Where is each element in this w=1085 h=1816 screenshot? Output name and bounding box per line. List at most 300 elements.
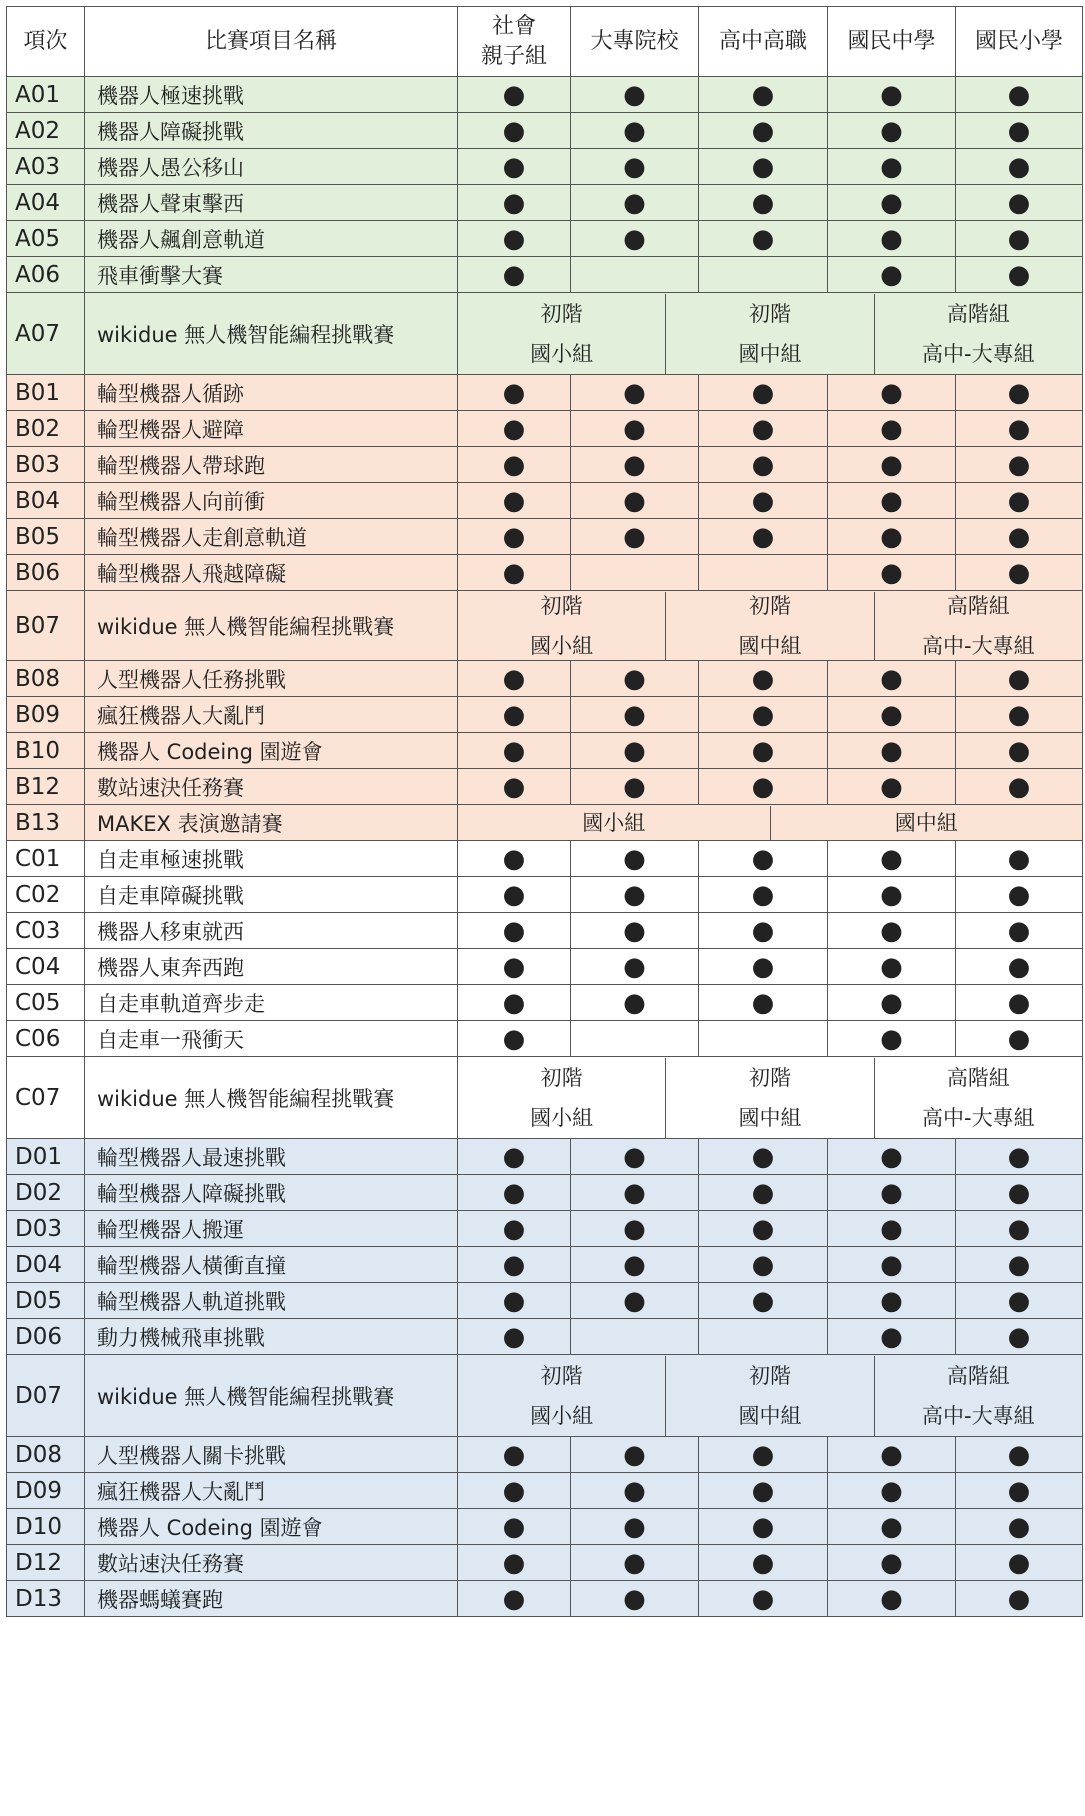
participation-dot: ● bbox=[458, 447, 571, 483]
wikidue-level-label: 初階 bbox=[540, 593, 583, 618]
table-row bbox=[7, 591, 1083, 661]
row-name: 人型機器人關卡挑戰 bbox=[85, 1437, 458, 1473]
participation-dot: ● bbox=[956, 411, 1083, 447]
participation-dot: ● bbox=[458, 483, 571, 519]
participation-dot: ● bbox=[828, 1211, 956, 1247]
wikidue-division-label: 國中組 bbox=[738, 633, 802, 658]
participation-dot: ● bbox=[571, 149, 699, 185]
participation-dot: ● bbox=[956, 1211, 1083, 1247]
wikidue-level-label: 初階 bbox=[748, 301, 791, 326]
participation-dot: ● bbox=[458, 1211, 571, 1247]
table-row bbox=[7, 149, 1083, 185]
participation-dot: ● bbox=[699, 185, 828, 221]
row-name: 動力機械飛車挑戰 bbox=[85, 1319, 458, 1355]
participation-dot: ● bbox=[956, 697, 1083, 733]
participation-dot: ● bbox=[571, 1581, 699, 1617]
participation-dot: ● bbox=[571, 1175, 699, 1211]
participation-dot: ● bbox=[828, 1545, 956, 1581]
wikidue-group-elementary bbox=[458, 1058, 665, 1138]
participation-dot: ● bbox=[956, 555, 1083, 591]
row-name: 機器螞蟻賽跑 bbox=[85, 1581, 458, 1617]
row-name: 人型機器人任務挑戰 bbox=[85, 661, 458, 697]
participation-dot: ● bbox=[699, 149, 828, 185]
header-code: 項次 bbox=[7, 7, 85, 77]
participation-dot: ● bbox=[699, 519, 828, 555]
row-name: 輪型機器人向前衝 bbox=[85, 483, 458, 519]
participation-dot: ● bbox=[458, 1021, 571, 1057]
participation-dot: ● bbox=[828, 877, 956, 913]
participation-dot: ● bbox=[828, 985, 956, 1021]
row-code: B10 bbox=[7, 733, 85, 769]
participation-dot: ● bbox=[828, 447, 956, 483]
row-code: D05 bbox=[7, 1283, 85, 1319]
participation-dot: ● bbox=[828, 769, 956, 805]
table-row bbox=[7, 1175, 1083, 1211]
participation-dot: ● bbox=[571, 1545, 699, 1581]
participation-dot: ● bbox=[828, 1283, 956, 1319]
participation-dot: ● bbox=[571, 447, 699, 483]
participation-dot: ● bbox=[699, 1545, 828, 1581]
participation-dot: ● bbox=[828, 697, 956, 733]
participation-dot: ● bbox=[956, 913, 1083, 949]
table-row bbox=[7, 1473, 1083, 1509]
row-code: A06 bbox=[7, 257, 85, 293]
participation-dot: ● bbox=[956, 1437, 1083, 1473]
participation-dot: ● bbox=[956, 1021, 1083, 1057]
wikidue-groups bbox=[458, 591, 1083, 661]
participation-dot: ● bbox=[571, 877, 699, 913]
wikidue-group-advanced bbox=[874, 1356, 1082, 1436]
makex-group-elementary: 國小組 bbox=[582, 810, 646, 835]
wikidue-division-label: 國小組 bbox=[530, 1403, 594, 1428]
row-code: B12 bbox=[7, 769, 85, 805]
row-code: D06 bbox=[7, 1319, 85, 1355]
participation-dot: ● bbox=[571, 1473, 699, 1509]
participation-dot: ● bbox=[828, 841, 956, 877]
participation-dot: ● bbox=[571, 113, 699, 149]
row-name: 瘋狂機器人大亂鬥 bbox=[85, 1473, 458, 1509]
participation-dot: ● bbox=[571, 949, 699, 985]
participation-dot: ● bbox=[956, 113, 1083, 149]
participation-dot: ● bbox=[956, 447, 1083, 483]
participation-dot: ● bbox=[828, 113, 956, 149]
participation-dot: ● bbox=[828, 483, 956, 519]
participation-dot: ● bbox=[956, 1545, 1083, 1581]
row-name: 機器人障礙挑戰 bbox=[85, 113, 458, 149]
participation-dot: ● bbox=[956, 149, 1083, 185]
row-name: 自走車極速挑戰 bbox=[85, 841, 458, 877]
participation-dot: ● bbox=[571, 661, 699, 697]
row-code: A05 bbox=[7, 221, 85, 257]
participation-dot: ● bbox=[699, 1247, 828, 1283]
table-header-row bbox=[7, 7, 1083, 77]
table-row bbox=[7, 1139, 1083, 1175]
participation-dot: ● bbox=[458, 1581, 571, 1617]
participation-dot: ● bbox=[699, 697, 828, 733]
wikidue-group-juniorhigh bbox=[665, 294, 873, 374]
participation-dot: ● bbox=[458, 411, 571, 447]
empty-cell bbox=[699, 1021, 828, 1057]
participation-dot: ● bbox=[956, 483, 1083, 519]
row-name: 機器人愚公移山 bbox=[85, 149, 458, 185]
wikidue-division-label: 國中組 bbox=[738, 1403, 802, 1428]
participation-dot: ● bbox=[571, 1283, 699, 1319]
table-row bbox=[7, 411, 1083, 447]
participation-dot: ● bbox=[828, 1021, 956, 1057]
row-name: 自走車障礙挑戰 bbox=[85, 877, 458, 913]
participation-dot: ● bbox=[699, 985, 828, 1021]
participation-dot: ● bbox=[828, 257, 956, 293]
row-code: A03 bbox=[7, 149, 85, 185]
wikidue-level-label: 高階組 bbox=[946, 301, 1010, 326]
participation-dot: ● bbox=[458, 1509, 571, 1545]
participation-dot: ● bbox=[828, 555, 956, 591]
table-row bbox=[7, 913, 1083, 949]
participation-dot: ● bbox=[956, 1283, 1083, 1319]
wikidue-group-elementary bbox=[458, 592, 665, 660]
empty-cell bbox=[571, 555, 699, 591]
competition-table bbox=[6, 6, 1083, 1617]
header-col-university: 大專院校 bbox=[571, 7, 699, 77]
row-code: A04 bbox=[7, 185, 85, 221]
participation-dot: ● bbox=[571, 1437, 699, 1473]
row-name: wikidue 無人機智能編程挑戰賽 bbox=[85, 1355, 458, 1437]
participation-dot: ● bbox=[458, 913, 571, 949]
row-code: D10 bbox=[7, 1509, 85, 1545]
table-row bbox=[7, 447, 1083, 483]
table-row bbox=[7, 1437, 1083, 1473]
empty-cell bbox=[571, 1319, 699, 1355]
wikidue-division-label: 國小組 bbox=[530, 341, 594, 366]
wikidue-division-label: 國中組 bbox=[738, 1105, 802, 1130]
participation-dot: ● bbox=[828, 1247, 956, 1283]
row-code: D13 bbox=[7, 1581, 85, 1617]
row-name: 機器人極速挑戰 bbox=[85, 77, 458, 113]
participation-dot: ● bbox=[956, 985, 1083, 1021]
participation-dot: ● bbox=[956, 661, 1083, 697]
participation-dot: ● bbox=[699, 769, 828, 805]
table-row bbox=[7, 257, 1083, 293]
row-name: 輪型機器人搬運 bbox=[85, 1211, 458, 1247]
participation-dot: ● bbox=[699, 483, 828, 519]
participation-dot: ● bbox=[458, 841, 571, 877]
participation-dot: ● bbox=[458, 221, 571, 257]
table-row bbox=[7, 1283, 1083, 1319]
participation-dot: ● bbox=[699, 375, 828, 411]
row-name: 輪型機器人帶球跑 bbox=[85, 447, 458, 483]
participation-dot: ● bbox=[699, 949, 828, 985]
row-name: 機器人飆創意軌道 bbox=[85, 221, 458, 257]
row-name: 自走車一飛衝天 bbox=[85, 1021, 458, 1057]
header-col-family bbox=[458, 7, 571, 77]
participation-dot: ● bbox=[458, 1319, 571, 1355]
wikidue-group-elementary bbox=[458, 294, 665, 374]
participation-dot: ● bbox=[458, 77, 571, 113]
participation-dot: ● bbox=[828, 1139, 956, 1175]
participation-dot: ● bbox=[458, 1473, 571, 1509]
table-row bbox=[7, 769, 1083, 805]
wikidue-division-label: 高中-大專組 bbox=[922, 1403, 1035, 1428]
row-code: A07 bbox=[7, 293, 85, 375]
participation-dot: ● bbox=[828, 375, 956, 411]
table-row bbox=[7, 185, 1083, 221]
wikidue-division-label: 國小組 bbox=[530, 633, 594, 658]
row-name: wikidue 無人機智能編程挑戰賽 bbox=[85, 591, 458, 661]
table-row bbox=[7, 1057, 1083, 1139]
participation-dot: ● bbox=[699, 1581, 828, 1617]
participation-dot: ● bbox=[458, 1437, 571, 1473]
row-code: D08 bbox=[7, 1437, 85, 1473]
participation-dot: ● bbox=[956, 185, 1083, 221]
wikidue-division-label: 高中-大專組 bbox=[922, 633, 1035, 658]
table-row bbox=[7, 733, 1083, 769]
participation-dot: ● bbox=[699, 1473, 828, 1509]
participation-dot: ● bbox=[828, 1319, 956, 1355]
wikidue-division-label: 國中組 bbox=[738, 341, 802, 366]
participation-dot: ● bbox=[828, 1175, 956, 1211]
wikidue-level-label: 初階 bbox=[540, 301, 583, 326]
participation-dot: ● bbox=[458, 375, 571, 411]
participation-dot: ● bbox=[458, 555, 571, 591]
row-code: C03 bbox=[7, 913, 85, 949]
row-code: B01 bbox=[7, 375, 85, 411]
wikidue-level-label: 初階 bbox=[748, 1065, 791, 1090]
participation-dot: ● bbox=[956, 375, 1083, 411]
table-row bbox=[7, 483, 1083, 519]
row-code: A02 bbox=[7, 113, 85, 149]
participation-dot: ● bbox=[699, 661, 828, 697]
participation-dot: ● bbox=[828, 733, 956, 769]
participation-dot: ● bbox=[956, 949, 1083, 985]
table-row bbox=[7, 375, 1083, 411]
participation-dot: ● bbox=[458, 949, 571, 985]
empty-cell bbox=[571, 1021, 699, 1057]
wikidue-group-juniorhigh bbox=[665, 1356, 873, 1436]
empty-cell bbox=[571, 257, 699, 293]
table-row bbox=[7, 661, 1083, 697]
row-name: 輪型機器人飛越障礙 bbox=[85, 555, 458, 591]
wikidue-level-label: 初階 bbox=[540, 1065, 583, 1090]
wikidue-level-label: 初階 bbox=[748, 1363, 791, 1388]
table-row bbox=[7, 1247, 1083, 1283]
participation-dot: ● bbox=[956, 1509, 1083, 1545]
participation-dot: ● bbox=[699, 733, 828, 769]
wikidue-group-elementary bbox=[458, 1356, 665, 1436]
table-row bbox=[7, 1545, 1083, 1581]
participation-dot: ● bbox=[828, 949, 956, 985]
participation-dot: ● bbox=[699, 1283, 828, 1319]
row-code: B06 bbox=[7, 555, 85, 591]
row-code: D04 bbox=[7, 1247, 85, 1283]
row-code: B09 bbox=[7, 697, 85, 733]
row-code: A01 bbox=[7, 77, 85, 113]
row-code: C07 bbox=[7, 1057, 85, 1139]
row-name: 數站速決任務賽 bbox=[85, 769, 458, 805]
participation-dot: ● bbox=[956, 1139, 1083, 1175]
participation-dot: ● bbox=[699, 1211, 828, 1247]
participation-dot: ● bbox=[828, 913, 956, 949]
row-name: 輪型機器人循跡 bbox=[85, 375, 458, 411]
participation-dot: ● bbox=[571, 841, 699, 877]
makex-group-juniorhigh: 國中組 bbox=[770, 806, 1083, 840]
row-name: 輪型機器人最速挑戰 bbox=[85, 1139, 458, 1175]
row-code: B03 bbox=[7, 447, 85, 483]
participation-dot: ● bbox=[699, 841, 828, 877]
row-name: 機器人移東就西 bbox=[85, 913, 458, 949]
participation-dot: ● bbox=[699, 221, 828, 257]
participation-dot: ● bbox=[699, 1175, 828, 1211]
participation-dot: ● bbox=[458, 877, 571, 913]
participation-dot: ● bbox=[458, 697, 571, 733]
row-code: B05 bbox=[7, 519, 85, 555]
participation-dot: ● bbox=[828, 1473, 956, 1509]
wikidue-level-label: 高階組 bbox=[946, 593, 1010, 618]
participation-dot: ● bbox=[571, 1211, 699, 1247]
table-row bbox=[7, 877, 1083, 913]
table-row bbox=[7, 1211, 1083, 1247]
row-code: B07 bbox=[7, 591, 85, 661]
participation-dot: ● bbox=[828, 77, 956, 113]
wikidue-groups bbox=[458, 293, 1083, 375]
wikidue-level-label: 高階組 bbox=[946, 1363, 1010, 1388]
wikidue-group-juniorhigh bbox=[665, 1058, 873, 1138]
header-col-family-line1: 社會 bbox=[491, 13, 536, 39]
row-code: D12 bbox=[7, 1545, 85, 1581]
participation-dot: ● bbox=[828, 1509, 956, 1545]
header-col-elementary: 國民小學 bbox=[956, 7, 1083, 77]
participation-dot: ● bbox=[828, 519, 956, 555]
wikidue-division-label: 國小組 bbox=[530, 1105, 594, 1130]
participation-dot: ● bbox=[571, 985, 699, 1021]
participation-dot: ● bbox=[699, 447, 828, 483]
participation-dot: ● bbox=[571, 77, 699, 113]
wikidue-group-advanced bbox=[874, 1058, 1082, 1138]
row-code: C06 bbox=[7, 1021, 85, 1057]
participation-dot: ● bbox=[458, 257, 571, 293]
wikidue-groups bbox=[458, 1355, 1083, 1437]
row-code: C02 bbox=[7, 877, 85, 913]
table-row bbox=[7, 1581, 1083, 1617]
row-name: 機器人東奔西跑 bbox=[85, 949, 458, 985]
wikidue-division-label: 高中-大專組 bbox=[922, 1105, 1035, 1130]
table-row bbox=[7, 841, 1083, 877]
row-name: 數站速決任務賽 bbox=[85, 1545, 458, 1581]
row-code: C01 bbox=[7, 841, 85, 877]
participation-dot: ● bbox=[571, 221, 699, 257]
row-code: B08 bbox=[7, 661, 85, 697]
row-code: C04 bbox=[7, 949, 85, 985]
participation-dot: ● bbox=[571, 913, 699, 949]
row-code: D02 bbox=[7, 1175, 85, 1211]
header-name: 比賽項目名稱 bbox=[85, 7, 458, 77]
participation-dot: ● bbox=[458, 661, 571, 697]
header-col-juniorhigh: 國民中學 bbox=[828, 7, 956, 77]
table-row bbox=[7, 221, 1083, 257]
participation-dot: ● bbox=[956, 77, 1083, 113]
row-name: 自走車軌道齊步走 bbox=[85, 985, 458, 1021]
participation-dot: ● bbox=[458, 185, 571, 221]
empty-cell bbox=[699, 1319, 828, 1355]
participation-dot: ● bbox=[458, 769, 571, 805]
participation-dot: ● bbox=[956, 221, 1083, 257]
participation-dot: ● bbox=[571, 483, 699, 519]
row-name: 機器人 Codeing 園遊會 bbox=[85, 733, 458, 769]
row-name: 飛車衝擊大賽 bbox=[85, 257, 458, 293]
participation-dot: ● bbox=[571, 185, 699, 221]
participation-dot: ● bbox=[828, 221, 956, 257]
participation-dot: ● bbox=[956, 1473, 1083, 1509]
table-body bbox=[7, 77, 1083, 1617]
participation-dot: ● bbox=[458, 1139, 571, 1175]
participation-dot: ● bbox=[571, 733, 699, 769]
participation-dot: ● bbox=[571, 411, 699, 447]
header-col-highschool: 高中高職 bbox=[699, 7, 828, 77]
wikidue-division-label: 高中-大專組 bbox=[922, 341, 1035, 366]
table-row bbox=[7, 519, 1083, 555]
table-row bbox=[7, 1509, 1083, 1545]
participation-dot: ● bbox=[458, 1283, 571, 1319]
participation-dot: ● bbox=[699, 1437, 828, 1473]
participation-dot: ● bbox=[699, 411, 828, 447]
row-name: 輪型機器人障礙挑戰 bbox=[85, 1175, 458, 1211]
participation-dot: ● bbox=[458, 519, 571, 555]
row-code: D07 bbox=[7, 1355, 85, 1437]
participation-dot: ● bbox=[699, 1509, 828, 1545]
wikidue-group-juniorhigh bbox=[665, 592, 873, 660]
participation-dot: ● bbox=[956, 733, 1083, 769]
participation-dot: ● bbox=[828, 661, 956, 697]
header-col-family-line2: 親子組 bbox=[480, 43, 547, 69]
participation-dot: ● bbox=[956, 841, 1083, 877]
participation-dot: ● bbox=[956, 877, 1083, 913]
row-code: C05 bbox=[7, 985, 85, 1021]
participation-dot: ● bbox=[458, 733, 571, 769]
participation-dot: ● bbox=[571, 697, 699, 733]
row-name: 機器人 Codeing 園遊會 bbox=[85, 1509, 458, 1545]
row-name: 輪型機器人軌道挑戰 bbox=[85, 1283, 458, 1319]
participation-dot: ● bbox=[828, 411, 956, 447]
participation-dot: ● bbox=[956, 519, 1083, 555]
participation-dot: ● bbox=[458, 113, 571, 149]
table-row bbox=[7, 113, 1083, 149]
row-name: 輪型機器人避障 bbox=[85, 411, 458, 447]
participation-dot: ● bbox=[458, 1545, 571, 1581]
participation-dot: ● bbox=[571, 519, 699, 555]
table-row bbox=[7, 1355, 1083, 1437]
participation-dot: ● bbox=[699, 1139, 828, 1175]
participation-dot: ● bbox=[956, 1175, 1083, 1211]
wikidue-level-label: 初階 bbox=[540, 1363, 583, 1388]
row-code: B04 bbox=[7, 483, 85, 519]
row-name: 機器人聲東擊西 bbox=[85, 185, 458, 221]
participation-dot: ● bbox=[458, 985, 571, 1021]
participation-dot: ● bbox=[956, 257, 1083, 293]
empty-cell bbox=[699, 257, 828, 293]
participation-dot: ● bbox=[828, 1581, 956, 1617]
participation-dot: ● bbox=[571, 769, 699, 805]
participation-dot: ● bbox=[458, 149, 571, 185]
participation-dot: ● bbox=[699, 113, 828, 149]
table-row bbox=[7, 77, 1083, 113]
row-code: B02 bbox=[7, 411, 85, 447]
row-name: 輪型機器人走創意軌道 bbox=[85, 519, 458, 555]
participation-dot: ● bbox=[458, 1175, 571, 1211]
participation-dot: ● bbox=[828, 185, 956, 221]
table-row bbox=[7, 697, 1083, 733]
row-name: wikidue 無人機智能編程挑戰賽 bbox=[85, 1057, 458, 1139]
makex-groups bbox=[458, 805, 1083, 841]
table-row bbox=[7, 949, 1083, 985]
